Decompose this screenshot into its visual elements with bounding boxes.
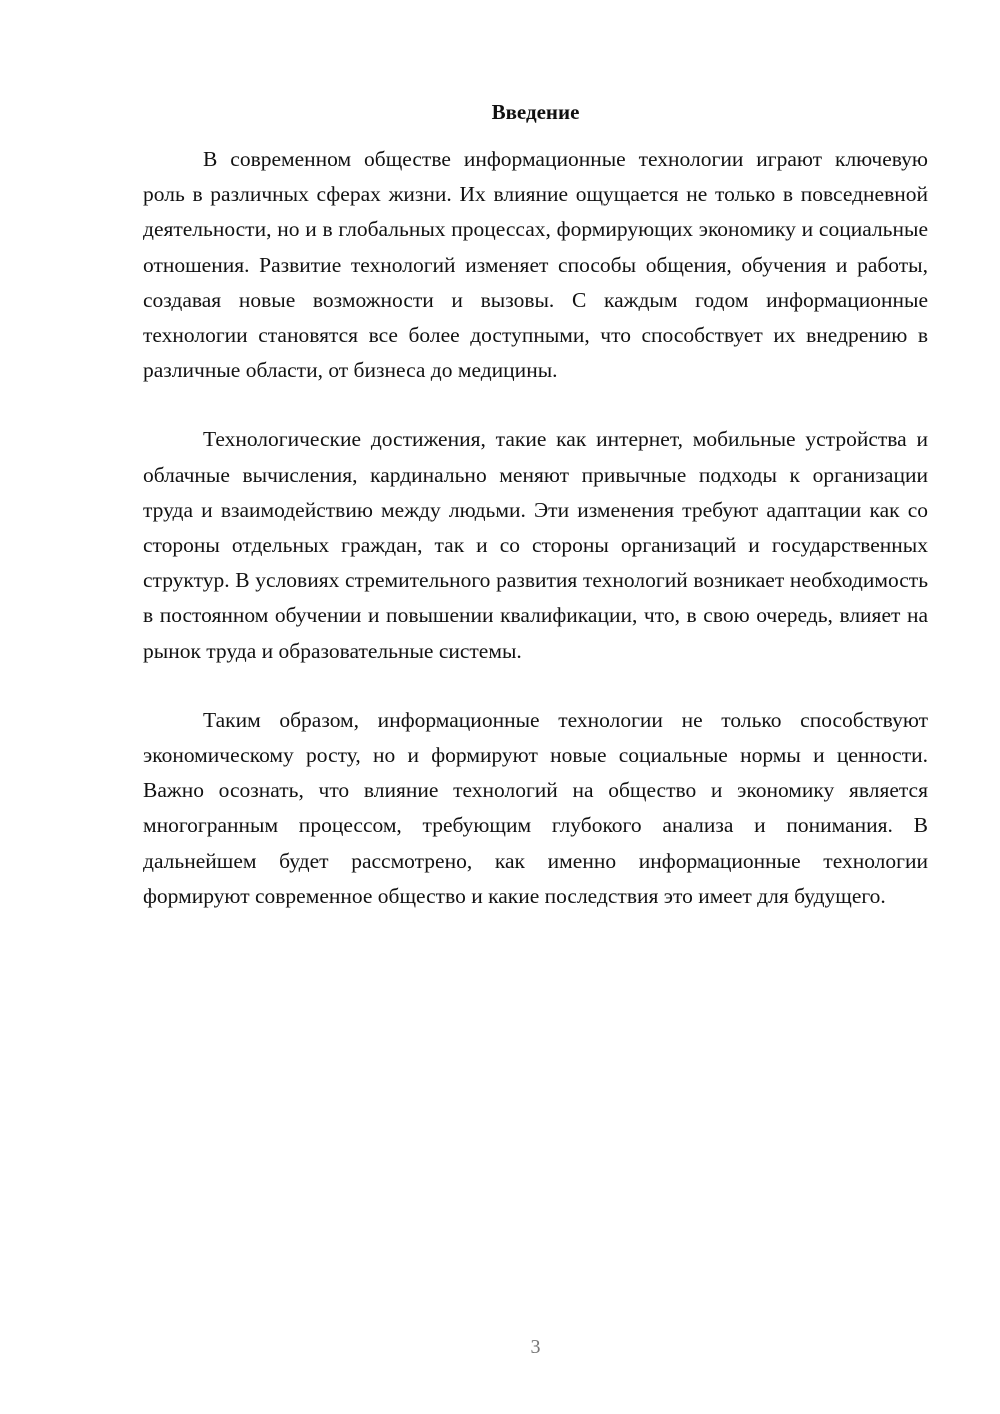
paragraph-2: Технологические достижения, такие как интернет, мобильные устройства и облачные вычисления, кардинально меняют привычные подходы к организации труда и взаимодействию между людьми. Эти изменения требуют адаптации как со стороны отдельных граждан, так и со стороны организаций и государственных структур. В условиях стремительного развития технологий возникает необходимость в постоянном обучении и повышении квалификации, что, в свою очередь, влияет на рынок труда и образовательные системы.	[143, 427, 928, 663]
paragraph-1: В современном обществе информационные технологии играют ключевую роль в различных сферах жизни. Их влияние ощущается не только в повседневной деятельности, но и в глобальных процессах, формирующих экономику и социальные отношения. Развитие технологий изменяет способы общения, обучения и работы, создавая новые возможности и вызовы. С каждым годом информационные технологии становятся все более доступными, что способствует их внедрению в различные области, от бизнеса до медицины.	[143, 147, 928, 383]
body-text	[143, 142, 928, 914]
page-number: 3	[530, 1336, 541, 1358]
paragraph-3: Таким образом, информационные технологии не только способствуют экономическому росту, но и формируют новые социальные нормы и ценности. Важно осознать, что влияние технологий на общество и экономику является многогранным процессом, требующим глубокого анализа и понимания. В дальнейшем будет рассмотрено, как именно информационные технологии формируют современное общество и какие последствия это имеет для будущего.	[143, 707, 928, 908]
section-title: Введение	[491, 100, 580, 124]
